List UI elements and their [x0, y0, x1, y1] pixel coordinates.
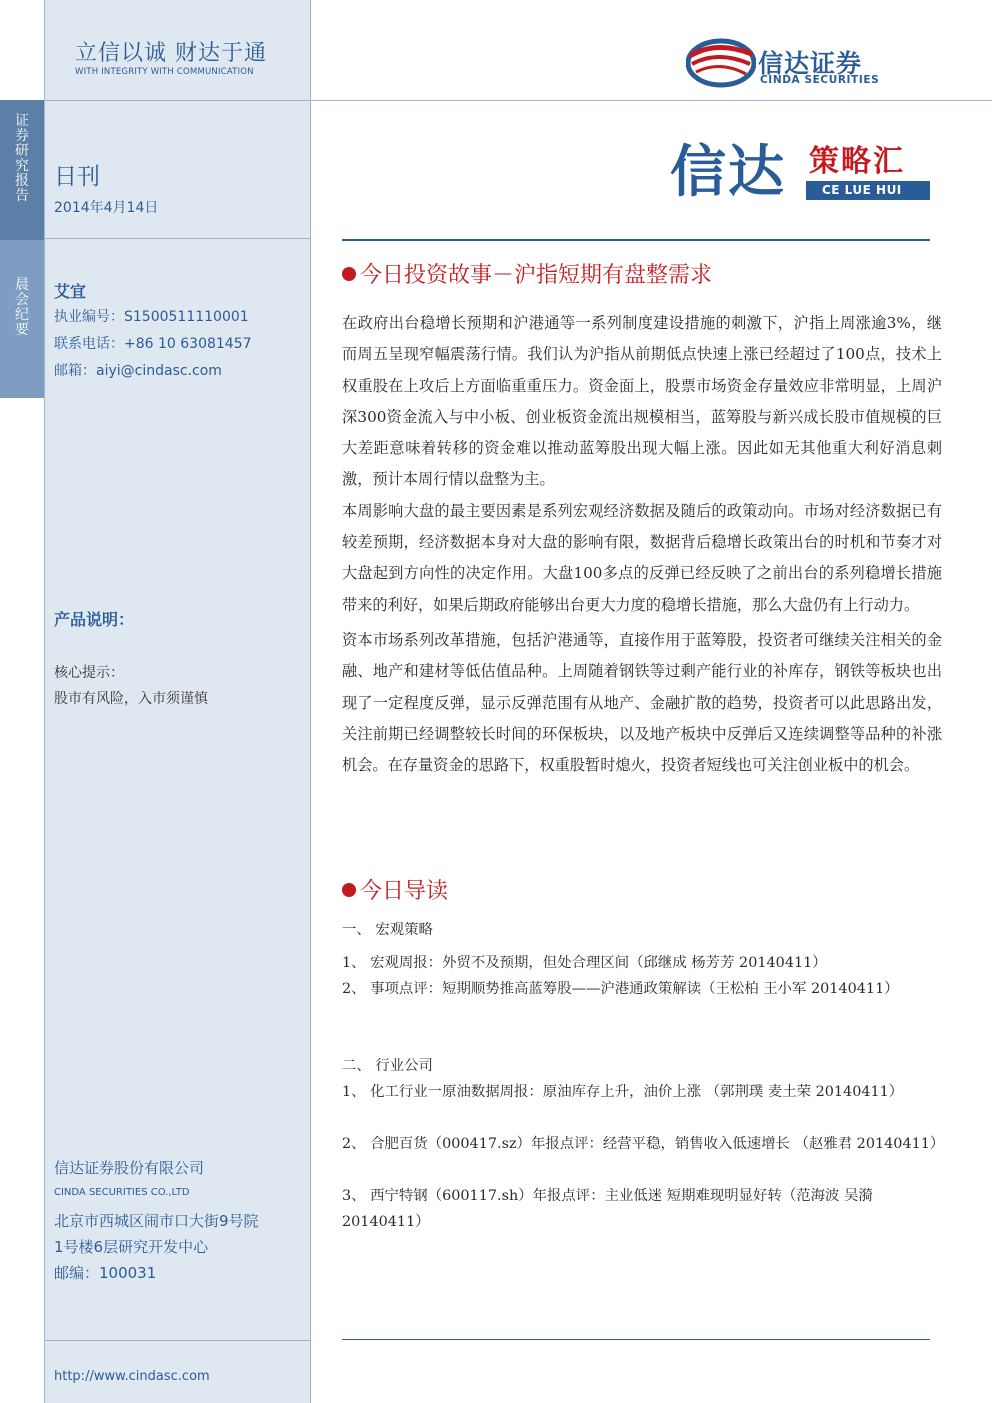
product-title: 产品说明：	[54, 610, 135, 629]
sidebar-left-border	[44, 0, 45, 1403]
phone-number: 联系电话：+86 10 63081457	[54, 336, 252, 352]
report-date: 2014年4月14日	[54, 200, 159, 216]
guide-item[interactable]: 2、 事项点评：短期顺势推高蓝筹股——沪港通政策解读（王松柏 王小军 20140411）	[342, 981, 899, 997]
story-paragraph: 本周影响大盘的最主要因素是系列宏观经济数据及随后的政策动向。市场对经济数据已有较差预期，经济数据本身对大盘的影响有限，数据背后稳增长政策出台的时机和节奏才对大盘起到方向性的决定作用。大盘100多点的反弹已经反映了之前出台的系列稳增长措施带来的利好，如果后期政府能够出台更大力度的稳增长措施，那么大盘仍有上行动力。	[342, 501, 942, 614]
story-paragraph: 在政府出台稳增长预期和沪港通等一系列制度建设措施的刺激下，沪指上周涨逾3%，继而周五呈现窄幅震荡行情。我们认为沪指从前期低点快速上涨已经超过了100点，技术上权重股在上攻后上方面临重重压力。资金面上，股票市场资金存量效应非常明显，上周沪深300资金流入与中小板、创业板资金流出规模相当，蓝筹股与新兴成长股市值规模的巨大差距意味着转移的资金难以推动蓝筹股出现大幅上涨。因此如无其他重大利好消息刺激，预计本周行情以盘整为主。	[342, 314, 942, 489]
sidebar-right-border	[310, 0, 311, 1403]
column-name-cn: 策略汇	[809, 144, 905, 179]
guide-item[interactable]: 1、 化工行业一原油数据周报：原油库存上升，油价上涨 （郭荆璞 麦土荣 20140411）	[342, 1084, 904, 1100]
story-title: 今日投资故事－沪指短期有盘整需求	[360, 263, 713, 288]
footer-rule	[342, 1339, 930, 1340]
address-line-1: 北京市西城区闹市口大街9号院	[54, 1212, 259, 1230]
guide-heading	[342, 874, 448, 905]
strip-subcategory-block	[0, 240, 44, 398]
column-name-en: CE LUE HUI	[822, 183, 902, 197]
content-top-rule	[342, 239, 930, 241]
story-paragraph: 资本市场系列改革措施，包括沪港通等，直接作用于蓝筹股，投资者可继续关注相关的金融、地产和建材等低估值品种。上周随着钢铁等过剩产能行业的补库存，钢铁等板块也出现了一定程度反弹，显示反弹范围有从地产、金融扩散的趋势，投资者可以此思路出发，关注前期已经调整较长时间的环保板块，以及地产板块中反弹后又连续调整等品种的补涨机会。在存量资金的思路下，权重股暂时熄火，投资者短线也可关注创业板中的机会。	[342, 630, 942, 775]
story-body	[342, 308, 942, 781]
note-label: 核心提示：	[54, 665, 124, 681]
header-rule	[310, 100, 992, 101]
note-text: 股市有风险，入市须谨慎	[54, 691, 208, 707]
brand-name-cn: 信达证券	[758, 49, 863, 78]
story-heading	[342, 258, 712, 289]
macro-heading: 一、 宏观策略	[342, 922, 433, 938]
bullet-dot-icon	[342, 883, 356, 897]
motto-cn: 立信以诚 财达于通	[75, 41, 267, 66]
guide-item[interactable]: 1、 宏观周报：外贸不及预期，但处合理区间（邱继成 杨芳芳 20140411）	[342, 955, 827, 971]
email-address: 邮箱：aiyi@cindasc.com	[54, 363, 222, 379]
sidebar-divider-3	[44, 1340, 310, 1341]
guide-item[interactable]: 2、 合肥百货（000417.sz）年报点评：经营平稳，销售收入低速增长 （赵雅君 20140411）	[342, 1136, 945, 1152]
motto-en: WITH INTEGRITY WITH COMMUNICATION	[75, 67, 254, 77]
brand-logo-icon	[686, 36, 756, 90]
brand-name-en: CINDA SECURITIES	[760, 74, 880, 86]
sidebar-divider	[44, 100, 310, 101]
company-name-en: CINDA SECURITIES CO.,LTD	[54, 1187, 190, 1198]
author-name: 艾宜	[54, 282, 87, 301]
strip-subcategory-label: 晨会纪要	[15, 277, 29, 338]
website-link[interactable]: http://www.cindasc.com	[54, 1369, 210, 1384]
strip-category-block	[0, 100, 44, 240]
industry-heading: 二、 行业公司	[342, 1058, 433, 1074]
report-type: 日刊	[54, 164, 100, 190]
license-number: 执业编号：S1500511110001	[54, 309, 249, 325]
postcode: 邮编：100031	[54, 1264, 157, 1282]
strip-category-label: 证券研究报告	[15, 113, 29, 204]
guide-title: 今日导读	[360, 879, 449, 904]
sidebar-divider-2	[44, 238, 310, 239]
guide-item[interactable]: 3、 西宁特钢（600117.sh）年报点评：主业低迷 短期难现明显好转（范海波 吴漪 20140411）	[342, 1188, 873, 1230]
bullet-dot-icon	[342, 267, 356, 281]
address-line-2: 1号楼6层研究开发中心	[54, 1238, 209, 1256]
column-logo-cn: 信达	[670, 140, 786, 205]
company-name-cn: 信达证券股份有限公司	[54, 1159, 205, 1177]
